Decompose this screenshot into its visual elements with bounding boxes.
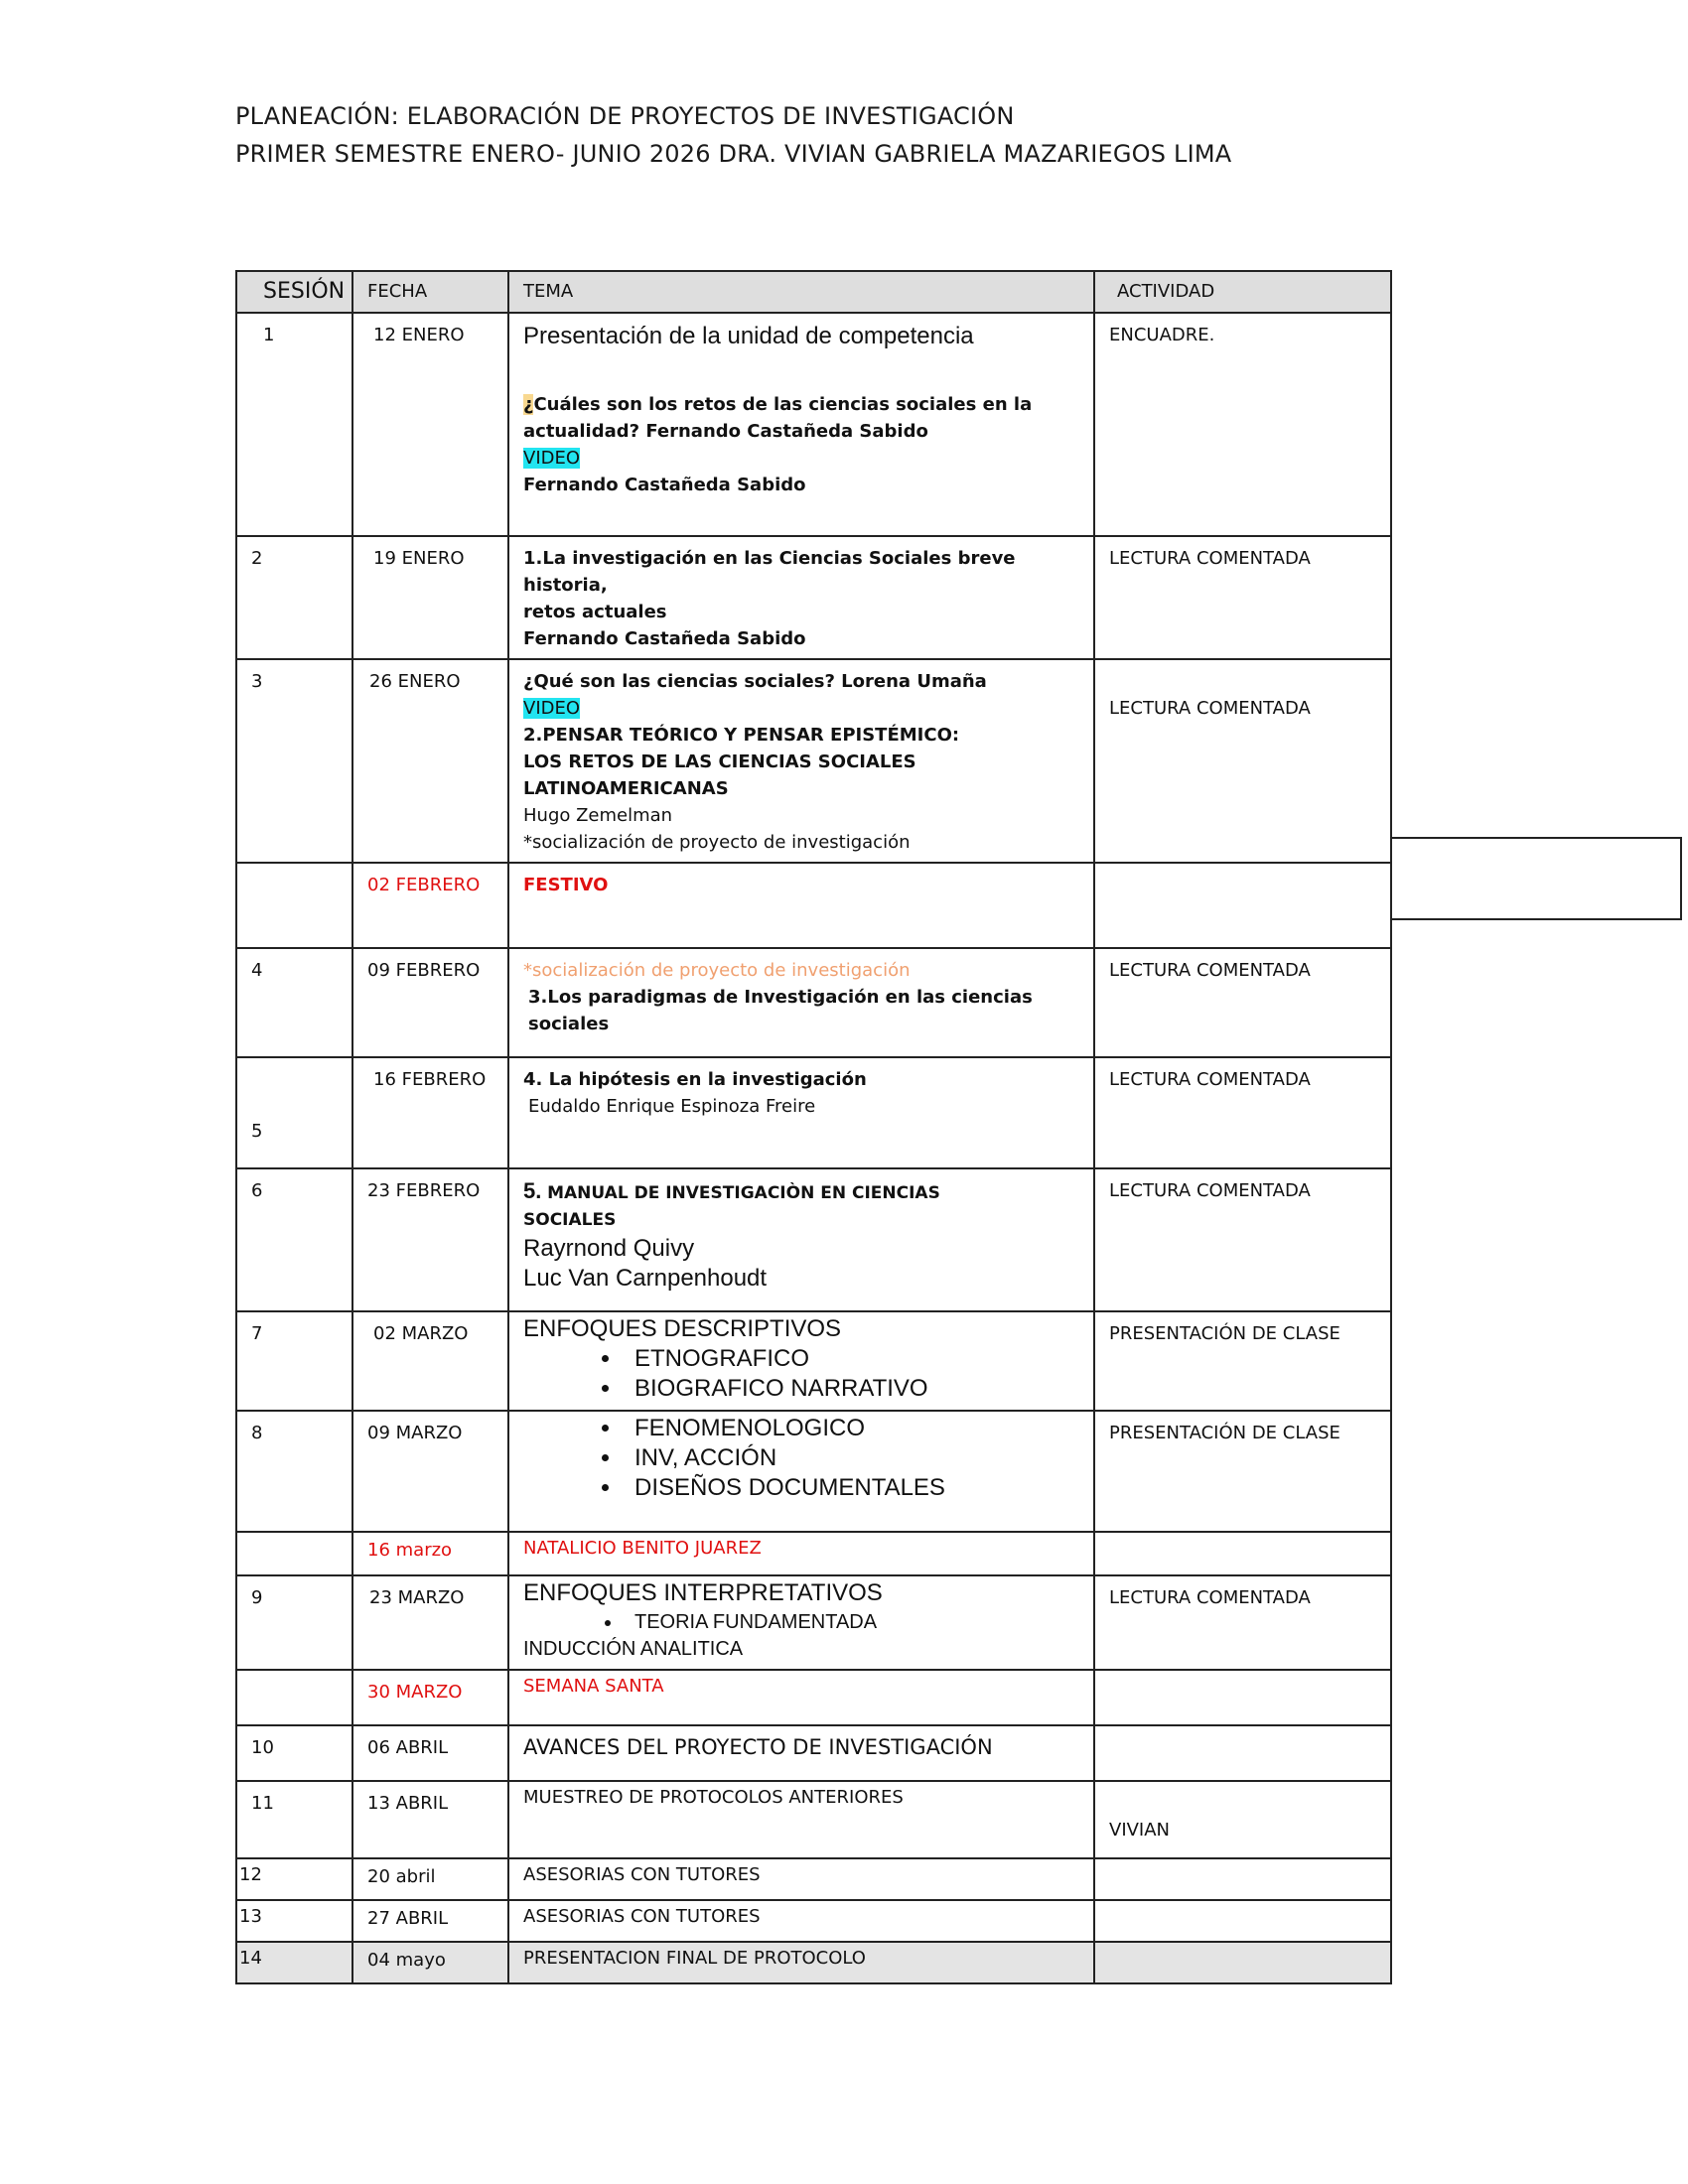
tema-line: 1.La investigación en las Ciencias Sociales breve historia, — [523, 548, 1016, 596]
tema-line: 5. — [523, 1178, 542, 1203]
fecha-cell: 27 ABRIL — [352, 1900, 508, 1942]
actividad-cell: PRESENTACIÓN DE CLASE — [1094, 1311, 1391, 1411]
table-row — [236, 1858, 1391, 1900]
actividad-cell — [1094, 1942, 1391, 1983]
fecha-cell: 09 FEBRERO — [352, 948, 508, 1057]
schedule-table — [235, 270, 1392, 1984]
table-row — [236, 1168, 1391, 1311]
fecha-cell: 13 ABRIL — [352, 1781, 508, 1858]
table-row — [236, 1781, 1391, 1858]
actividad-cell: ENCUADRE. — [1094, 313, 1391, 536]
tema-cell — [508, 536, 1094, 659]
tema-line: LOS RETOS DE LAS CIENCIAS SOCIALES LATINOAMERICANAS — [523, 751, 916, 799]
tema-line: ¿Qué son las ciencias sociales? Lorena Umaña — [523, 671, 987, 692]
fecha-cell: 23 FEBRERO — [352, 1168, 508, 1311]
sesion-cell: 10 — [236, 1725, 352, 1781]
tema-line: 3.Los paradigmas de Investigación en las ciencias sociales — [528, 987, 1033, 1034]
tema-cell: SEMANA SANTA — [508, 1670, 1094, 1725]
stray-cell-border — [1390, 837, 1682, 920]
fecha-cell: 12 ENERO — [352, 313, 508, 536]
sesion-cell: 7 — [236, 1311, 352, 1411]
tema-cell — [508, 1311, 1094, 1411]
actividad-cell: LECTURA COMENTADA — [1094, 1057, 1391, 1168]
sesion-cell: 3 — [236, 659, 352, 863]
tema-line: 2.PENSAR TEÓRICO Y PENSAR EPISTÉMICO: — [523, 725, 960, 746]
fecha-cell: 19 ENERO — [352, 536, 508, 659]
sesion-cell: 1 — [236, 313, 352, 536]
table-row — [236, 536, 1391, 659]
table-header-row — [236, 271, 1391, 313]
sesion-cell — [236, 863, 352, 948]
tema-line: actualidad? Fernando Castañeda Sabido — [523, 421, 928, 442]
tema-line: *socialización de proyecto de investigación — [523, 960, 911, 981]
table-row — [236, 1057, 1391, 1168]
table-row — [236, 1532, 1391, 1575]
tema-cell: ASESORIAS CON TUTORES — [508, 1858, 1094, 1900]
tema-line: MANUAL DE INVESTIGACIÒN EN CIENCIAS — [547, 1183, 940, 1203]
tema-line: ENFOQUES INTERPRETATIVOS — [523, 1579, 883, 1606]
fecha-cell: 09 MARZO — [352, 1411, 508, 1532]
tema-cell — [508, 1575, 1094, 1670]
tema-line: Fernando Castañeda Sabido — [523, 628, 806, 649]
sesion-cell: 9 — [236, 1575, 352, 1670]
tema-cell: MUESTREO DE PROTOCOLOS ANTERIORES — [508, 1781, 1094, 1858]
fecha-cell: 02 MARZO — [352, 1311, 508, 1411]
column-header-fecha: FECHA — [352, 271, 508, 313]
list-item: • INV, ACCIÓN — [623, 1443, 1079, 1473]
fecha-cell: 16 marzo — [352, 1532, 508, 1575]
actividad-cell: LECTURA COMENTADA — [1094, 1168, 1391, 1311]
sesion-cell: 6 — [236, 1168, 352, 1311]
tema-line: ENFOQUES DESCRIPTIVOS — [523, 1315, 842, 1342]
tema-line: ¿ — [523, 394, 534, 415]
tema-cell — [508, 1411, 1094, 1532]
table-row — [236, 659, 1391, 863]
document-subtitle: PRIMER SEMESTRE ENERO- JUNIO 2026 DRA. VIVIAN GABRIELA MAZARIEGOS LIMA — [235, 140, 1232, 168]
fecha-cell: 02 FEBRERO — [352, 863, 508, 948]
table-row — [236, 1311, 1391, 1411]
tema-cell — [508, 1168, 1094, 1311]
table-row — [236, 1411, 1391, 1532]
list-item: • FENOMENOLOGICO — [623, 1414, 1079, 1443]
tema-cell: ASESORIAS CON TUTORES — [508, 1900, 1094, 1942]
document-header — [235, 97, 1231, 173]
sesion-cell: 14 — [236, 1942, 352, 1983]
tema-line: Rayrnond Quivy — [523, 1235, 695, 1262]
actividad-cell — [1094, 1858, 1391, 1900]
tema-cell — [508, 948, 1094, 1057]
tema-line: INDUCCIÓN ANALITICA — [523, 1638, 744, 1660]
tema-cell — [508, 313, 1094, 536]
table-row — [236, 1900, 1391, 1942]
table-row — [236, 1725, 1391, 1781]
fecha-cell: 04 mayo — [352, 1942, 508, 1983]
table-row — [236, 948, 1391, 1057]
tema-line: *socialización de proyecto de investigación — [523, 832, 911, 853]
tema-cell: AVANCES DEL PROYECTO DE INVESTIGACIÓN — [508, 1725, 1094, 1781]
tema-cell — [508, 659, 1094, 863]
actividad-cell: VIVIAN — [1094, 1781, 1391, 1858]
actividad-cell — [1094, 863, 1391, 948]
tema-line: Hugo Zemelman — [523, 805, 673, 826]
tema-cell: NATALICIO BENITO JUAREZ — [508, 1532, 1094, 1575]
fecha-cell: 06 ABRIL — [352, 1725, 508, 1781]
tema-cell — [508, 1057, 1094, 1168]
actividad-cell — [1094, 1532, 1391, 1575]
actividad-cell — [1094, 1670, 1391, 1725]
table-row — [236, 1942, 1391, 1983]
video-link[interactable]: VIDEO — [523, 698, 581, 719]
sesion-cell: 11 — [236, 1781, 352, 1858]
list-item: • BIOGRAFICO NARRATIVO — [623, 1374, 1079, 1404]
fecha-cell: 30 MARZO — [352, 1670, 508, 1725]
actividad-cell — [1094, 1725, 1391, 1781]
actividad-cell: LECTURA COMENTADA — [1094, 1575, 1391, 1670]
fecha-cell: 23 MARZO — [352, 1575, 508, 1670]
tema-line: Presentación de la unidad de competencia — [523, 323, 974, 349]
column-header-actividad: ACTIVIDAD — [1094, 271, 1391, 313]
sesion-cell — [236, 1670, 352, 1725]
tema-line: 4. La hipótesis en la investigación — [523, 1069, 867, 1090]
sesion-cell — [236, 1532, 352, 1575]
sesion-cell: 8 — [236, 1411, 352, 1532]
sesion-cell: 12 — [236, 1858, 352, 1900]
fecha-cell: 20 abril — [352, 1858, 508, 1900]
tema-line: retos actuales — [523, 602, 667, 622]
list-item: • ETNOGRAFICO — [623, 1344, 1079, 1374]
table-row — [236, 1670, 1391, 1725]
tema-line: Luc Van Carnpenhoudt — [523, 1265, 768, 1292]
tema-line: Fernando Castañeda Sabido — [523, 475, 806, 495]
document-title: PLANEACIÓN: ELABORACIÓN DE PROYECTOS DE INVESTIGACIÓN — [235, 102, 1015, 130]
fecha-cell: 26 ENERO — [352, 659, 508, 863]
list-item: • DISEÑOS DOCUMENTALES — [623, 1473, 1079, 1503]
sesion-cell: 5 — [236, 1057, 352, 1168]
tema-cell: PRESENTACION FINAL DE PROTOCOLO — [508, 1942, 1094, 1983]
tema-line: Cuáles son los retos de las ciencias sociales en la — [533, 394, 1033, 415]
sesion-cell: 13 — [236, 1900, 352, 1942]
sesion-cell: 2 — [236, 536, 352, 659]
actividad-cell: LECTURA COMENTADA — [1094, 659, 1391, 863]
column-header-tema: TEMA — [508, 271, 1094, 313]
tema-line: SOCIALES — [523, 1210, 617, 1230]
fecha-cell: 16 FEBRERO — [352, 1057, 508, 1168]
video-link[interactable]: VIDEO — [523, 448, 581, 469]
tema-cell: FESTIVO — [508, 863, 1094, 948]
table-row — [236, 1575, 1391, 1670]
sesion-cell: 4 — [236, 948, 352, 1057]
table-row — [236, 313, 1391, 536]
list-item: • TEORIA FUNDAMENTADA — [623, 1608, 1079, 1636]
tema-line: Eudaldo Enrique Espinoza Freire — [528, 1096, 816, 1117]
actividad-cell — [1094, 1900, 1391, 1942]
column-header-sesion: SESIÓN — [236, 271, 352, 313]
actividad-cell: LECTURA COMENTADA — [1094, 948, 1391, 1057]
actividad-cell: LECTURA COMENTADA — [1094, 536, 1391, 659]
table-row — [236, 863, 1391, 948]
actividad-cell: PRESENTACIÓN DE CLASE — [1094, 1411, 1391, 1532]
